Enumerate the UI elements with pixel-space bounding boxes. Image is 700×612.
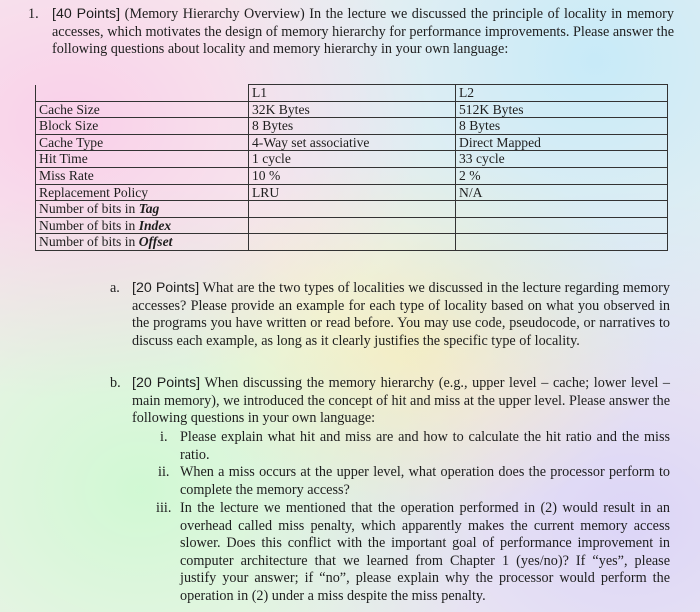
table-cell: Direct Mapped xyxy=(456,134,668,151)
part-a-label: a. xyxy=(110,280,120,296)
table-cell xyxy=(36,85,249,102)
question-number: 1. xyxy=(28,6,39,22)
row-label-emph: Offset xyxy=(138,234,173,250)
table-cell: 10 % xyxy=(249,167,456,184)
answer-cell xyxy=(249,217,456,234)
item-text: Please explain what hit and miss are and how to calculate the hit ratio and the miss ratio. xyxy=(180,429,670,463)
table-cell: LRU xyxy=(249,184,456,201)
table-cell: 32K Bytes xyxy=(249,101,456,118)
row-label-text: Number of bits in xyxy=(39,201,139,217)
row-label-emph: Index xyxy=(138,217,172,233)
table-row xyxy=(36,101,668,118)
item-label: ii. xyxy=(158,464,170,480)
row-label xyxy=(36,234,249,251)
table-cell: 512K Bytes xyxy=(456,101,668,118)
question-points: [40 Points] xyxy=(52,6,121,22)
part-b-label: b. xyxy=(110,375,121,391)
part-b-item-ii xyxy=(158,464,670,499)
row-label: Cache Type xyxy=(36,134,249,151)
part-b-text: When discussing the memory hierarchy (e.g., upper level – cache; lower level – main memory), we introduced the concept of hit and miss at the upper level. Please answer the following questions in your own language: xyxy=(132,375,670,426)
item-label: iii. xyxy=(156,500,172,516)
table-row xyxy=(36,184,668,201)
item-text: When a miss occurs at the upper level, what operation does the processor perform to complete the memory access? xyxy=(180,464,670,498)
table-header-row xyxy=(36,85,668,102)
part-b-points: [20 Points] xyxy=(132,375,201,391)
table-row xyxy=(36,234,668,251)
row-label-emph: Tag xyxy=(138,201,160,217)
question-1 xyxy=(28,6,674,59)
column-header-l2: L2 xyxy=(456,85,668,102)
table-row xyxy=(36,118,668,135)
part-a-points: [20 Points] xyxy=(132,280,200,296)
row-label: Cache Size xyxy=(36,101,249,118)
table-cell: 8 Bytes xyxy=(249,118,456,135)
part-b-item-i xyxy=(160,429,670,464)
part-a xyxy=(110,280,670,350)
answer-cell xyxy=(456,234,668,251)
answer-cell xyxy=(456,217,668,234)
part-b-item-iii xyxy=(156,500,670,605)
row-label: Block Size xyxy=(36,118,249,135)
row-label: Replacement Policy xyxy=(36,184,249,201)
cache-parameters-table xyxy=(35,84,668,251)
question-text: (Memory Hierarchy Overview) In the lecture we discussed the principle of locality in memory accesses, which motivates the design of memory hierarchy for performance improvements. Please answer the following questions about locality and memory hierarchy in your own language: xyxy=(52,6,674,57)
answer-cell xyxy=(249,201,456,218)
row-label-text: Number of bits in xyxy=(39,234,139,250)
item-label: i. xyxy=(160,429,168,445)
item-text: In the lecture we mentioned that the operation performed in (2) would result in an overhead called miss penalty, which apparently makes the current memory access slower. Does this conflict with the important goal of performance improvement in computer architecture that we learned from Chapter 1 (yes/no)? If “yes”, please justify your answer; if “no”, please explain why the processor would perform the operation in (2) under a miss despite the miss penalty. xyxy=(180,500,670,604)
table-cell: 33 cycle xyxy=(456,151,668,168)
column-header-l1: L1 xyxy=(249,85,456,102)
table-row xyxy=(36,134,668,151)
table-cell: N/A xyxy=(456,184,668,201)
table-cell: 8 Bytes xyxy=(456,118,668,135)
row-label xyxy=(36,201,249,218)
part-b xyxy=(110,375,670,428)
table-row xyxy=(36,151,668,168)
table-row xyxy=(36,217,668,234)
row-label xyxy=(36,217,249,234)
answer-cell xyxy=(249,234,456,251)
row-label: Miss Rate xyxy=(36,167,249,184)
part-a-text: What are the two types of localities we discussed in the lecture regarding memory accesses? Please provide an example for each type of locality based on what you observed in the programs you have written or read before. You may use code, pseudocode, or narratives to discuss each example, as long as it clearly justifies the specific type of locality. xyxy=(132,280,670,349)
table-cell: 2 % xyxy=(456,167,668,184)
table-cell: 1 cycle xyxy=(249,151,456,168)
table-row xyxy=(36,201,668,218)
answer-cell xyxy=(456,201,668,218)
table-cell: 4-Way set associative xyxy=(249,134,456,151)
table-row xyxy=(36,167,668,184)
row-label-text: Number of bits in xyxy=(39,217,139,233)
row-label: Hit Time xyxy=(36,151,249,168)
